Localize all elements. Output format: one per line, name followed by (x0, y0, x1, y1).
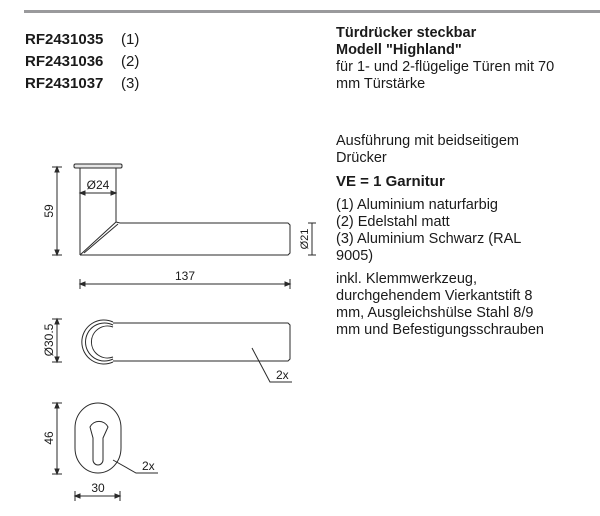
execution-line1: Ausführung mit beidseitigem (336, 133, 519, 149)
escutcheon-height-label: 46 (42, 431, 56, 445)
article-index: (1) (121, 31, 140, 48)
variant-item: (1) Aluminium naturfarbig (336, 197, 498, 213)
escutcheon-width-label: 30 (91, 481, 105, 495)
includes-line: durchgehendem Vierkantstift 8 (336, 288, 533, 304)
variant-item: 9005) (336, 248, 374, 264)
includes-line: mm, Ausgleichshülse Stahl 8/9 (336, 305, 534, 321)
rose-diameter-label: Ø24 (86, 178, 110, 192)
variant-item: (3) Aluminium Schwarz (RAL (336, 231, 522, 247)
intro-line1: für 1- und 2-flügelige Türen mit 70 (336, 59, 555, 75)
length-label: 137 (174, 269, 196, 283)
packing-unit: VE = 1 Garnitur (336, 173, 445, 190)
product-title-line2: Modell "Highland" (336, 42, 462, 58)
article-index: (2) (121, 53, 140, 70)
quantity-label: 2x (142, 459, 155, 473)
includes-line: inkl. Klemmwerkzeug, (336, 271, 478, 287)
product-title-line1: Türdrücker steckbar (336, 25, 477, 41)
execution-line2: Drücker (336, 150, 387, 166)
article-code: RF2431035 (25, 31, 104, 48)
rose-outer-diameter-label: Ø30.5 (42, 323, 56, 357)
variant-item: (2) Edelstahl matt (336, 214, 450, 230)
intro-line2: mm Türstärke (336, 76, 426, 92)
article-index: (3) (121, 75, 140, 92)
lever-top-view (52, 319, 292, 382)
quantity-label: 2x (276, 368, 289, 382)
article-code: RF2431036 (25, 53, 104, 70)
lever-diameter-label: Ø21 (299, 228, 311, 250)
height-label: 59 (42, 204, 56, 218)
article-code: RF2431037 (25, 75, 104, 92)
escutcheon-view (52, 403, 158, 501)
includes-line: mm und Befestigungsschrauben (336, 322, 544, 338)
